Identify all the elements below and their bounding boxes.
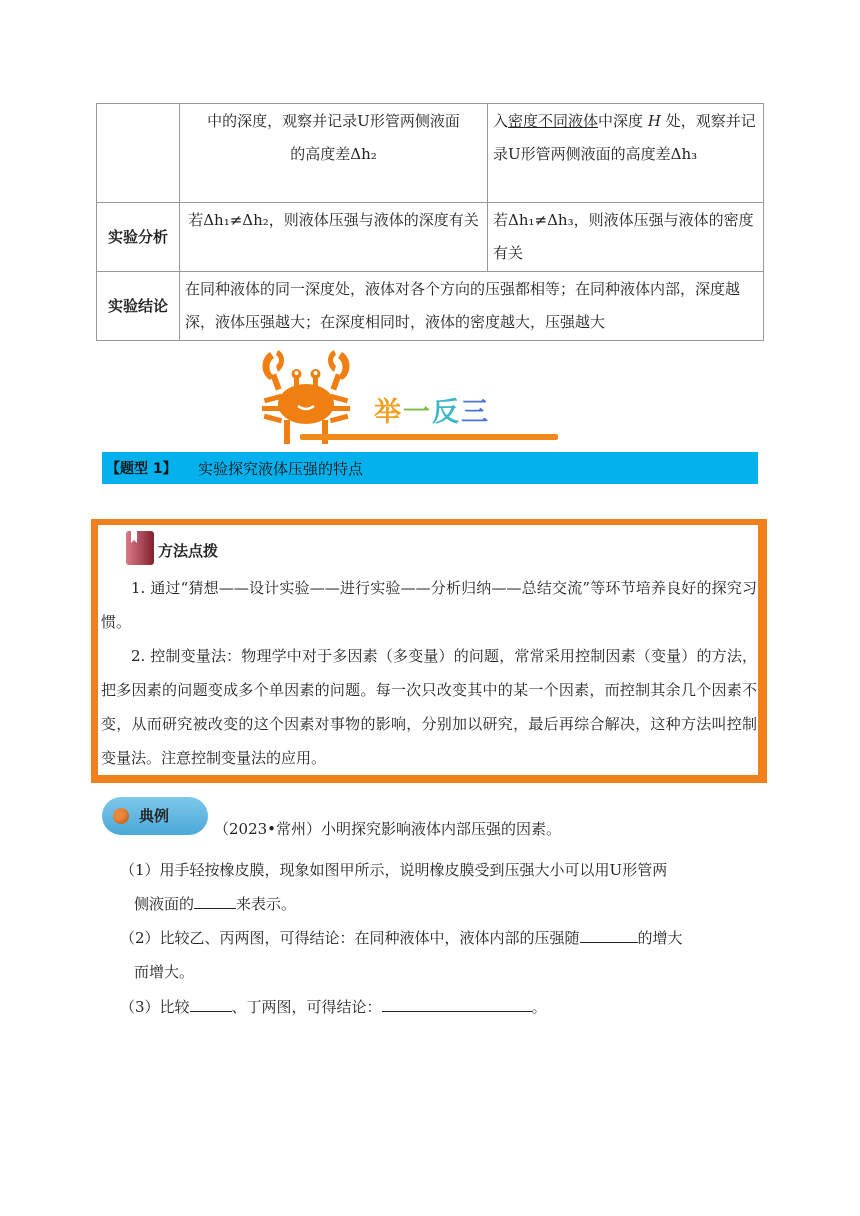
question-text: 、丁两图，可得结论： xyxy=(231,998,382,1016)
table-row xyxy=(97,272,764,341)
example-badge xyxy=(102,797,208,835)
question-text: 侧液面的 xyxy=(134,895,195,913)
question-line: 而增大。 xyxy=(134,963,195,981)
answer-blank[interactable] xyxy=(382,995,532,1012)
question-2 xyxy=(120,921,760,989)
question-line: （1）用手轻按橡皮膜，现象如图甲所示，说明橡皮膜受到压强大小可以用U形管两 xyxy=(120,861,668,879)
crab-icon xyxy=(256,348,356,444)
question-text: 的增大 xyxy=(637,929,683,947)
question-line xyxy=(120,887,760,921)
book-icon xyxy=(124,529,156,567)
table-cell: 在同种液体的同一深度处，液体对各个方向的压强都相等；在同种液体内部，深度越深，液体压强越大；在深度相同时，液体的密度越大，压强越大 xyxy=(180,272,764,341)
question-text: （2）比较乙、丙两图，可得结论：在同种液体中，液体内部的压强随 xyxy=(120,929,580,947)
method-text xyxy=(101,571,757,775)
type-title: 实验探究液体压强的特点 xyxy=(198,460,364,478)
method-item: 2. 控制变量法：物理学中对于多因素（多变量）的问题，常常采用控制因素（变量）的方法，把多因素的问题变成多个单因素的问题。每一次只改变其中的某一个因素，而控制其余几个因素不变，从而研究被改变的这个因素对事物的影响，分别加以研究，最后再综合解决，这种方法叫控制变量法。注意控制变量法的应用。 xyxy=(101,647,757,767)
banner-char: 一 xyxy=(403,397,432,428)
table-cell xyxy=(488,104,764,203)
type-label: 【题型 1】 xyxy=(106,461,177,477)
method-item: 1. 通过“猜想——设计实验——进行实验——分析归纳——总结交流”等环节培养良好的探究习惯。 xyxy=(101,579,757,631)
answer-blank[interactable] xyxy=(190,995,232,1012)
answer-blank[interactable] xyxy=(580,926,638,943)
cell-text: 中深度 xyxy=(598,112,644,130)
variable-H: H xyxy=(647,112,661,130)
row-head-conclusion: 实验结论 xyxy=(97,272,180,341)
banner-title xyxy=(374,390,490,429)
row-head-analysis: 实验分析 xyxy=(97,203,180,272)
example-source: （2023•常州）小明探究影响液体内部压强的因素。 xyxy=(214,820,562,838)
table-cell xyxy=(180,104,488,203)
question-text: 来表示。 xyxy=(236,895,297,913)
banner-char: 反 xyxy=(432,397,461,428)
question-text: 。 xyxy=(531,998,547,1016)
question-line xyxy=(120,921,760,955)
table-head-empty xyxy=(97,104,180,203)
banner-underline xyxy=(300,434,558,440)
badge-label: 典例 xyxy=(139,807,170,825)
cell-line: 中的深度，观察并记录U形管两侧液面 xyxy=(207,112,460,130)
table-cell: 若Δh₁≠Δh₃，则液体压强与液体的密度有关 xyxy=(488,203,764,272)
method-title: 方法点拨 xyxy=(158,542,219,560)
cell-line: 的高度差Δh₂ xyxy=(290,145,377,163)
question-type-bar xyxy=(102,452,758,484)
question-1 xyxy=(120,853,760,921)
table-row xyxy=(97,203,764,272)
experiment-table xyxy=(96,103,764,341)
badge-dot-icon xyxy=(113,808,129,824)
banner-char: 举 xyxy=(374,397,403,428)
question-3 xyxy=(120,990,760,1024)
question-text: （3）比较 xyxy=(120,998,190,1016)
answer-blank[interactable] xyxy=(194,892,236,909)
table-cell: 若Δh₁≠Δh₂，则液体压强与液体的深度有关 xyxy=(180,203,488,272)
cell-text: 入 xyxy=(493,112,509,130)
underlined-text: 密度不同液体 xyxy=(508,112,599,130)
table-row xyxy=(97,104,764,203)
cell-text: 处，观察并记录U形管两侧液面的高度差Δh₃ xyxy=(493,112,756,163)
banner-char: 三 xyxy=(461,397,490,428)
